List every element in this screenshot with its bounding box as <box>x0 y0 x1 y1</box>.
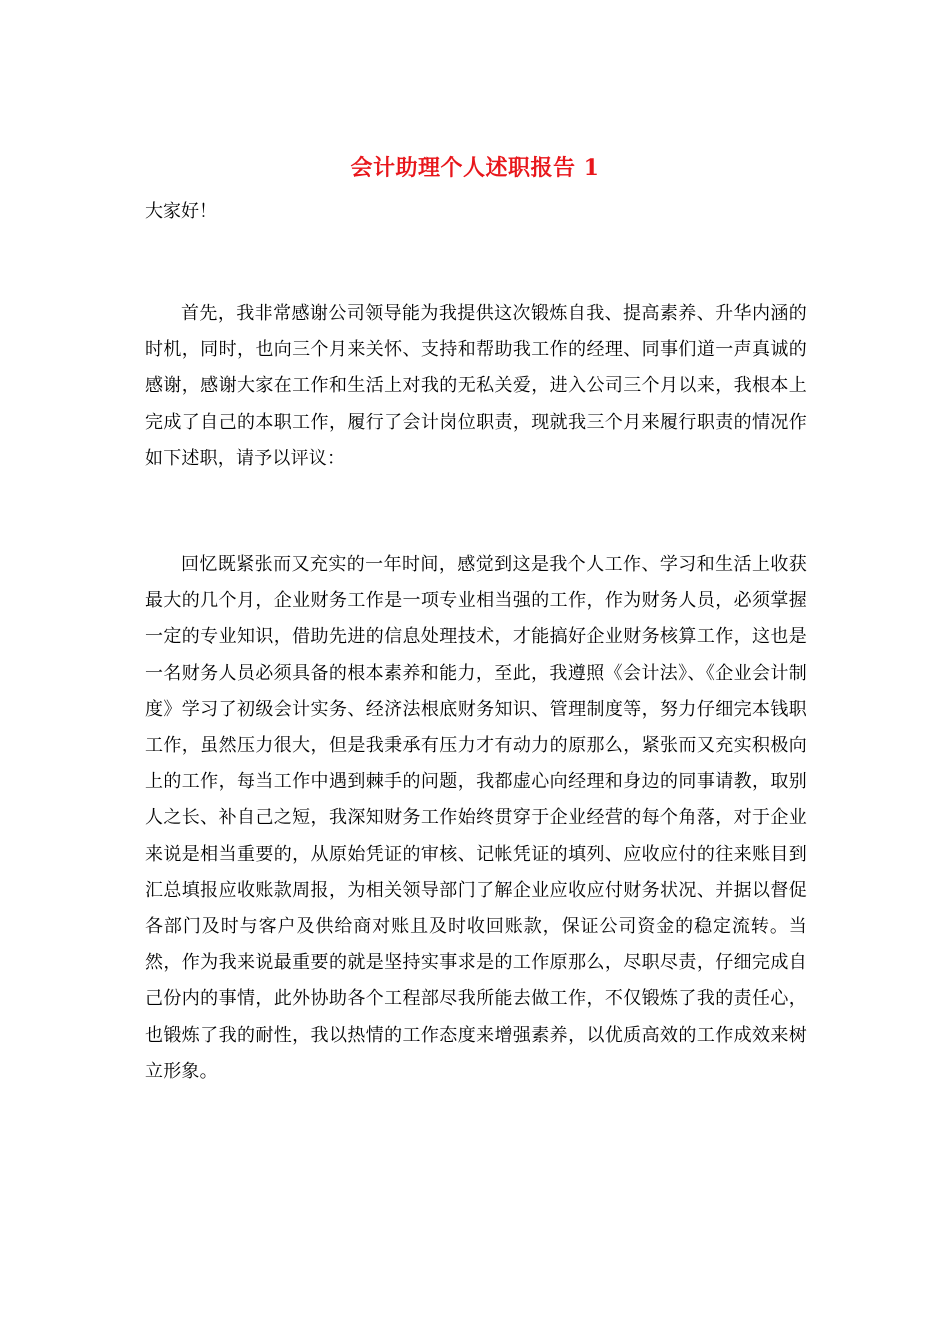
body-paragraph: 回忆既紧张而又充实的一年时间，感觉到这是我个人工作、学习和生活上收获最大的几个月，企业财务工作是一项专业相当强的工作，作为财务人员，必须掌握一定的专业知识，借助先进的信息处理技术，才能搞好企业财务核算工作，这也是一名财务人员必须具备的根本素养和能力，至此，我遵照《会计法》、《企业会计制度》学习了初级会计实务、经济法根底财务知识、管理制度等，努力仔细完本钱职工作，虽然压力很大，但是我秉承有压力才有动力的原那么，紧张而又充实积极向上的工作，每当工作中遇到棘手的问题，我都虚心向经理和身边的同事请教，取别人之长、补自己之短，我深知财务工作始终贯穿于企业经营的每个角落，对于企业来说是相当重要的，从原始凭证的审核、记帐凭证的填列、应收应付的往来账目到汇总填报应收账款周报，为相关领导部门了解企业应收应付财务状况、并据以督促各部门及时与客户及供给商对账且及时收回账款，保证公司资金的稳定流转。当然，作为我来说最重要的就是坚持实事求是的工作原那么，尽职尽责，仔细完成自己份内的事情，此外协助各个工程部尽我所能去做工作，不仅锻炼了我的责任心，也锻炼了我的耐性，我以热情的工作态度来增强素养，以优质高效的工作成效来树立形象。 <box>145 554 807 1082</box>
greeting-text: 大家好！ <box>145 201 217 222</box>
body-paragraph: 首先，我非常感谢公司领导能为我提供这次锻炼自我、提高素养、升华内涵的时机，同时，也向三个月来关怀、支持和帮助我工作的经理、同事们道一声真诚的感谢，感谢大家在工作和生活上对我的无私关爱，进入公司三个月以来，我根本上完成了自己的本职工作，履行了会计岗位职责，现就我三个月来履行职责的情况作如下述职，请予以评议： <box>145 303 807 469</box>
document-title: 会计助理个人述职报告 1 <box>350 155 600 181</box>
